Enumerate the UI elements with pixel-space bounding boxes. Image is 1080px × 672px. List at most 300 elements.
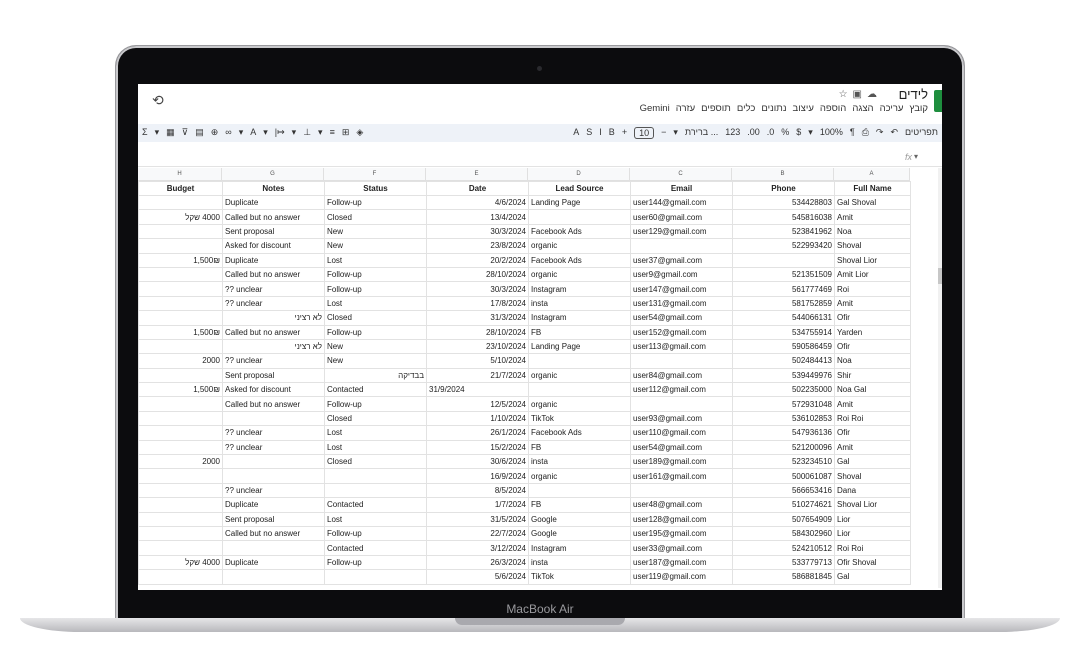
toolbar-button[interactable]: .0 [766,127,775,137]
cell-date[interactable]: 16/9/2024 [427,469,529,483]
cell-full-name[interactable]: Roi [835,282,911,296]
cell-lead-source[interactable]: Landing Page [529,339,631,353]
cell-status[interactable]: Contacted [325,383,427,397]
cell-budget[interactable]: 2000 [139,354,223,368]
cell-email[interactable] [631,397,733,411]
cell-lead-source[interactable]: FB [529,498,631,512]
cell-budget[interactable]: 1,500₪ [139,253,223,267]
cell-phone[interactable]: 536102853 [733,411,835,425]
cell-status[interactable]: Follow-up [325,526,427,540]
cell-lead-source[interactable]: FB [529,440,631,454]
formula-bar[interactable] [138,150,942,167]
cell-notes[interactable] [223,455,325,469]
toolbar-button[interactable]: תפריטים [905,127,938,137]
cell-date[interactable]: 23/8/2024 [427,239,529,253]
cell-lead-source[interactable]: Facebook Ads [529,224,631,238]
cell-budget[interactable]: 2000 [139,455,223,469]
cell-status[interactable]: Follow-up [325,325,427,339]
cell-phone[interactable]: 500061087 [733,469,835,483]
toolbar-button[interactable]: Σ [142,127,148,137]
cell-budget[interactable]: 1,500₪ [139,383,223,397]
cell-lead-source[interactable]: insta [529,555,631,569]
cell-email[interactable]: user131@gmail.com [631,296,733,310]
cell-date[interactable]: 22/7/2024 [427,526,529,540]
menu-item[interactable]: תוספים [701,103,731,114]
cell-full-name[interactable]: Shoval Lior [835,498,911,512]
cell-notes[interactable] [223,469,325,483]
cell-email[interactable] [631,239,733,253]
cell-email[interactable]: user37@gmail.com [631,253,733,267]
cell-lead-source[interactable]: organic [529,397,631,411]
menu-item[interactable]: הוספה [819,103,847,114]
cell-lead-source[interactable]: Instagram [529,311,631,325]
cell-lead-source[interactable]: insta [529,455,631,469]
cell-status[interactable]: Lost [325,512,427,526]
toolbar-button[interactable]: ▾ [154,127,160,137]
cell-date[interactable]: 13/4/2024 [427,210,529,224]
doc-title[interactable]: לידים [898,87,928,102]
cell-notes[interactable]: לא רציני [223,339,325,353]
cell-status[interactable]: Closed [325,311,427,325]
cell-notes[interactable]: Asked for discount [223,239,325,253]
cell-notes[interactable]: לא רציני [223,311,325,325]
toolbar-button[interactable]: ▦ [166,127,175,137]
table-row [139,512,911,526]
cell-full-name[interactable]: Noa [835,354,911,368]
cell-status[interactable]: Closed [325,210,427,224]
cell-lead-source[interactable]: Landing Page [529,196,631,210]
menu-item[interactable]: Gemini [639,103,670,114]
cell-status[interactable]: New [325,239,427,253]
cell-full-name[interactable]: Dana [835,483,911,497]
cell-notes[interactable]: ?? unclear [223,440,325,454]
cell-budget[interactable] [139,282,223,296]
cell-notes[interactable]: ?? unclear [223,296,325,310]
cell-lead-source[interactable]: organic [529,267,631,281]
cell-status[interactable]: Lost [325,426,427,440]
cell-budget[interactable] [139,498,223,512]
cell-email[interactable]: user48@gmail.com [631,498,733,512]
cell-status[interactable]: Lost [325,296,427,310]
cell-notes[interactable]: Asked for discount [223,383,325,397]
cell-notes[interactable]: Called but no answer [223,526,325,540]
toolbar-button[interactable]: ⎙ [861,127,869,137]
cell-email[interactable]: user33@gmail.com [631,541,733,555]
cell-notes[interactable] [223,411,325,425]
cell-notes[interactable]: ?? unclear [223,354,325,368]
cell-status[interactable]: Closed [325,455,427,469]
cell-status[interactable]: Follow-up [325,282,427,296]
cell-notes[interactable] [223,570,325,584]
cell-email[interactable]: user144@gmail.com [631,196,733,210]
cell-budget[interactable] [139,526,223,540]
cell-lead-source[interactable]: insta [529,296,631,310]
cell-email[interactable]: user84@gmail.com [631,368,733,382]
cell-date[interactable]: 31/5/2024 [427,512,529,526]
toolbar-button[interactable]: S [586,127,593,137]
cell-lead-source[interactable] [529,210,631,224]
toolbar-button[interactable]: |↦ [274,127,285,137]
cell-date[interactable]: 28/10/2024 [427,267,529,281]
cell-status[interactable]: בבדיקה [325,368,427,382]
cell-notes[interactable]: ?? unclear [223,282,325,296]
cell-email[interactable]: user110@gmail.com [631,426,733,440]
table-row [139,555,911,569]
toolbar-button[interactable]: A [250,127,257,137]
chevron-down-icon[interactable]: ▾ [913,152,918,161]
cell-phone[interactable]: 561777469 [733,282,835,296]
cell-full-name[interactable]: Shoval [835,239,911,253]
cell-date[interactable]: 30/6/2024 [427,455,529,469]
cell-full-name[interactable]: Shoval Lior [835,253,911,267]
cell-full-name[interactable]: Noa Gal [835,383,911,397]
cell-phone[interactable]: 507654909 [733,512,835,526]
cell-date[interactable]: 20/2/2024 [427,253,529,267]
cell-full-name[interactable]: Amit [835,296,911,310]
cell-status[interactable] [325,469,427,483]
cell-phone[interactable]: 581752859 [733,296,835,310]
cell-status[interactable] [325,483,427,497]
sheets-logo[interactable] [934,90,942,112]
cell-lead-source[interactable]: Facebook Ads [529,253,631,267]
cell-full-name[interactable]: Amit [835,397,911,411]
cell-phone[interactable]: 510274621 [733,498,835,512]
font-size-input[interactable]: 10 [634,127,654,139]
cell-full-name[interactable]: Roi Roi [835,541,911,555]
cell-date[interactable]: 15/2/2024 [427,440,529,454]
cell-budget[interactable]: 4000 שקל [139,555,223,569]
table-row [139,455,911,469]
cell-email[interactable]: user54@gmail.com [631,440,733,454]
cell-phone[interactable]: 584302960 [733,526,835,540]
toolbar-button[interactable]: ▾ [238,127,244,137]
cell-date[interactable]: 5/6/2024 [427,570,529,584]
cell-lead-source[interactable]: Google [529,512,631,526]
cell-date[interactable]: 5/10/2024 [427,354,529,368]
cell-email[interactable]: user113@gmail.com [631,339,733,353]
toolbar-button[interactable]: − [661,127,667,137]
cell-phone[interactable]: 534428803 [733,196,835,210]
cell-email[interactable]: user54@gmail.com [631,311,733,325]
header-cell[interactable]: Notes [223,182,325,196]
column-header-e[interactable]: E [426,168,528,181]
cell-full-name[interactable]: Ofir [835,426,911,440]
column-header-h[interactable]: H [138,168,222,181]
cell-status[interactable]: Follow-up [325,267,427,281]
cell-status[interactable]: Lost [325,440,427,454]
cell-budget[interactable] [139,267,223,281]
cell-budget[interactable] [139,196,223,210]
toolbar-button[interactable]: ◈ [356,127,364,137]
cell-phone[interactable]: 547936136 [733,426,835,440]
cell-full-name[interactable]: Yarden [835,325,911,339]
cell-notes[interactable]: Duplicate [223,555,325,569]
cell-email[interactable]: user129@gmail.com [631,224,733,238]
cell-status[interactable] [325,570,427,584]
cell-email[interactable]: user195@gmail.com [631,526,733,540]
cell-phone[interactable]: 586881845 [733,570,835,584]
cell-notes[interactable]: Duplicate [223,253,325,267]
cell-lead-source[interactable]: Instagram [529,541,631,555]
cell-phone[interactable]: 524210512 [733,541,835,555]
cell-date[interactable]: 31/9/2024 [427,383,529,397]
cell-phone[interactable]: 539449976 [733,368,835,382]
cell-phone[interactable]: 521351509 [733,267,835,281]
cell-email[interactable]: user152@gmail.com [631,325,733,339]
cell-status[interactable]: Follow-up [325,555,427,569]
toolbar-button[interactable]: ▾ [263,127,268,137]
folder-icon[interactable]: ▣ [852,89,867,100]
cell-full-name[interactable]: Ofir Shoval [835,555,911,569]
cell-notes[interactable]: Sent proposal [223,368,325,382]
cell-budget[interactable] [139,339,223,353]
header-cell[interactable]: Status [325,182,427,196]
cell-budget[interactable] [139,426,223,440]
cell-full-name[interactable]: Amit [835,210,911,224]
header-cell[interactable]: Budget [139,182,223,196]
cell-lead-source[interactable]: FB [529,325,631,339]
toolbar-button[interactable]: ⊕ [210,127,219,137]
cell-full-name[interactable]: Ofir [835,339,911,353]
cell-phone[interactable]: 566653416 [733,483,835,497]
cell-phone[interactable]: 521200096 [733,440,835,454]
cell-budget[interactable] [139,296,223,310]
cell-email[interactable]: user60@gmail.com [631,210,733,224]
cell-full-name[interactable]: Amit Lior [835,267,911,281]
cell-date[interactable]: 1/10/2024 [427,411,529,425]
toolbar-button[interactable]: 123 [725,127,741,137]
cell-status[interactable]: New [325,354,427,368]
cell-status[interactable]: Lost [325,253,427,267]
cell-full-name[interactable]: Gal Shoval [835,196,911,210]
cell-budget[interactable] [139,541,223,555]
cell-phone[interactable]: 533779713 [733,555,835,569]
cell-budget[interactable] [139,224,223,238]
cell-status[interactable]: Contacted [325,541,427,555]
toolbar-button[interactable]: ▾ [673,127,678,137]
cell-budget[interactable] [139,483,223,497]
table-row [139,253,911,267]
menu-item[interactable]: עיצוב [792,103,814,114]
cell-budget[interactable] [139,469,223,483]
cell-date[interactable]: 17/8/2024 [427,296,529,310]
cell-notes[interactable]: Sent proposal [223,224,325,238]
cell-full-name[interactable]: Shir [835,368,911,382]
cell-email[interactable] [631,354,733,368]
toolbar-button[interactable]: % [781,127,790,137]
cell-date[interactable]: 26/3/2024 [427,555,529,569]
toolbar-button[interactable]: ∞ [225,127,232,137]
cell-email[interactable]: user93@gmail.com [631,411,733,425]
table-row [139,325,911,339]
cell-date[interactable]: 1/7/2024 [427,498,529,512]
cell-budget[interactable] [139,397,223,411]
menu-item[interactable]: קובץ [909,103,928,114]
table-row [139,267,911,281]
cell-notes[interactable]: Sent proposal [223,512,325,526]
sheet-grid [138,181,911,585]
cell-phone[interactable]: 502235000 [733,383,835,397]
cell-phone[interactable]: 523841962 [733,224,835,238]
header-cell[interactable]: Email [631,182,733,196]
cell-date[interactable]: 26/1/2024 [427,426,529,440]
column-header-c[interactable]: C [630,168,732,181]
cell-email[interactable]: user112@gmail.com [631,383,733,397]
cell-notes[interactable]: Called but no answer [223,325,325,339]
cell-status[interactable]: Follow-up [325,196,427,210]
toolbar-button[interactable]: + [621,127,628,137]
toolbar-button[interactable]: ברירת ... [684,127,719,137]
cell-status[interactable]: Closed [325,411,427,425]
cell-phone[interactable] [733,253,835,267]
menu-item[interactable]: עזרה [675,103,696,114]
cell-budget[interactable] [139,239,223,253]
menu-item[interactable]: כלים [736,103,756,114]
cell-date[interactable]: 30/3/2024 [427,282,529,296]
toolbar-button[interactable]: 100% [819,127,843,137]
cell-full-name[interactable]: Roi Roi [835,411,911,425]
cell-lead-source[interactable]: Facebook Ads [529,426,631,440]
cell-date[interactable]: 21/7/2024 [427,368,529,382]
cell-date[interactable]: 4/6/2024 [427,196,529,210]
toolbar-button[interactable]: ▾ [318,127,323,137]
table-row [139,239,911,253]
cell-phone[interactable]: 590586459 [733,339,835,353]
cell-lead-source[interactable]: TikTok [529,570,631,584]
header-cell[interactable]: Date [427,182,529,196]
cell-full-name[interactable]: Amit [835,440,911,454]
cell-date[interactable]: 30/3/2024 [427,224,529,238]
toolbar-button[interactable]: ▾ [291,127,297,137]
cell-email[interactable]: user128@gmail.com [631,512,733,526]
cell-email[interactable]: user187@gmail.com [631,555,733,569]
cell-notes[interactable]: ?? unclear [223,483,325,497]
cell-email[interactable] [631,483,733,497]
cell-notes[interactable]: Duplicate [223,196,325,210]
cell-full-name[interactable]: Gal [835,570,911,584]
toolbar-button[interactable]: ▾ [808,127,813,137]
cell-full-name[interactable]: Lior [835,526,911,540]
cell-lead-source[interactable]: organic [529,368,631,382]
header-cell[interactable]: Full Name [835,182,911,196]
toolbar-button[interactable]: .00 [747,127,760,137]
vertical-scrollbar[interactable] [938,168,942,588]
toolbar-button[interactable]: ⊽ [181,127,189,137]
toolbar-button[interactable]: $ [796,127,802,137]
cell-date[interactable]: 3/12/2024 [427,541,529,555]
cell-budget[interactable] [139,311,223,325]
cell-status[interactable]: Follow-up [325,397,427,411]
cell-email[interactable]: user189@gmail.com [631,455,733,469]
cell-status[interactable]: New [325,339,427,353]
cell-phone[interactable]: 502484413 [733,354,835,368]
cell-lead-source[interactable] [529,483,631,497]
cell-phone[interactable]: 534755914 [733,325,835,339]
cell-budget[interactable] [139,512,223,526]
toolbar-button[interactable]: I [599,127,602,137]
cell-date[interactable]: 23/10/2024 [427,339,529,353]
header-cell[interactable]: Phone [733,182,835,196]
toolbar-button[interactable]: ≡ [329,127,335,137]
cell-date[interactable]: 8/5/2024 [427,483,529,497]
cell-full-name[interactable]: Lior [835,512,911,526]
cell-phone[interactable]: 523234510 [733,455,835,469]
column-header-g[interactable]: G [222,168,324,181]
table-row [139,498,911,512]
cell-lead-source[interactable] [529,383,631,397]
cell-full-name[interactable]: Shoval [835,469,911,483]
toolbar-button[interactable]: B [608,127,615,137]
menu-item[interactable]: נתונים [761,103,787,114]
cell-notes[interactable]: Called but no answer [223,267,325,281]
cell-phone[interactable]: 544066131 [733,311,835,325]
column-header-b[interactable]: B [732,168,834,181]
cell-budget[interactable] [139,411,223,425]
cell-date[interactable]: 12/5/2024 [427,397,529,411]
menu-item[interactable]: עריכה [879,103,904,114]
cell-phone[interactable]: 522993420 [733,239,835,253]
toolbar-button[interactable]: A [573,127,580,137]
cell-full-name[interactable]: Noa [835,224,911,238]
star-icon[interactable]: ☆ [838,89,853,100]
cell-status[interactable]: Contacted [325,498,427,512]
main-menu [640,103,928,114]
cell-budget[interactable] [139,570,223,584]
toolbar-button[interactable]: ¶ [849,127,855,137]
cell-lead-source[interactable]: Instagram [529,282,631,296]
cell-budget[interactable]: 4000 שקל [139,210,223,224]
cell-phone[interactable]: 545816038 [733,210,835,224]
cell-lead-source[interactable]: organic [529,469,631,483]
cell-full-name[interactable]: Ofir [835,311,911,325]
cell-budget[interactable] [139,440,223,454]
cell-full-name[interactable]: Gal [835,455,911,469]
toolbar-button[interactable]: ↷ [875,127,884,137]
cell-lead-source[interactable]: Google [529,526,631,540]
toolbar-button[interactable]: ⊥ [303,127,312,137]
cell-phone[interactable]: 572931048 [733,397,835,411]
toolbar-button[interactable]: ⊞ [341,127,350,137]
column-header-f[interactable]: F [324,168,426,181]
cell-lead-source[interactable]: TikTok [529,411,631,425]
cell-date[interactable]: 28/10/2024 [427,325,529,339]
cell-email[interactable]: user161@gmail.com [631,469,733,483]
cell-email[interactable]: user9@gmail.com [631,267,733,281]
cell-notes[interactable]: Called but no answer [223,210,325,224]
column-header-a[interactable]: A [834,168,910,181]
cell-budget[interactable]: 1,500₪ [139,325,223,339]
cell-status[interactable]: New [325,224,427,238]
cell-notes[interactable]: ?? unclear [223,426,325,440]
cell-lead-source[interactable] [529,354,631,368]
cell-notes[interactable]: Duplicate [223,498,325,512]
toolbar-button[interactable]: ▤ [195,127,204,137]
history-icon[interactable]: ⟲ [152,92,164,108]
cell-budget[interactable] [139,368,223,382]
column-header-d[interactable]: D [528,168,630,181]
cell-lead-source[interactable]: organic [529,239,631,253]
cell-email[interactable]: user119@gmail.com [631,570,733,584]
cell-date[interactable]: 31/3/2024 [427,311,529,325]
cell-notes[interactable] [223,541,325,555]
toolbar-button[interactable]: ↶ [890,127,898,137]
cell-email[interactable]: user147@gmail.com [631,282,733,296]
scrollbar-thumb[interactable] [938,268,942,284]
cell-notes[interactable]: Called but no answer [223,397,325,411]
header-cell[interactable]: Lead Source [529,182,631,196]
menu-item[interactable]: הצגה [852,103,874,114]
title-icons[interactable] [839,89,882,100]
